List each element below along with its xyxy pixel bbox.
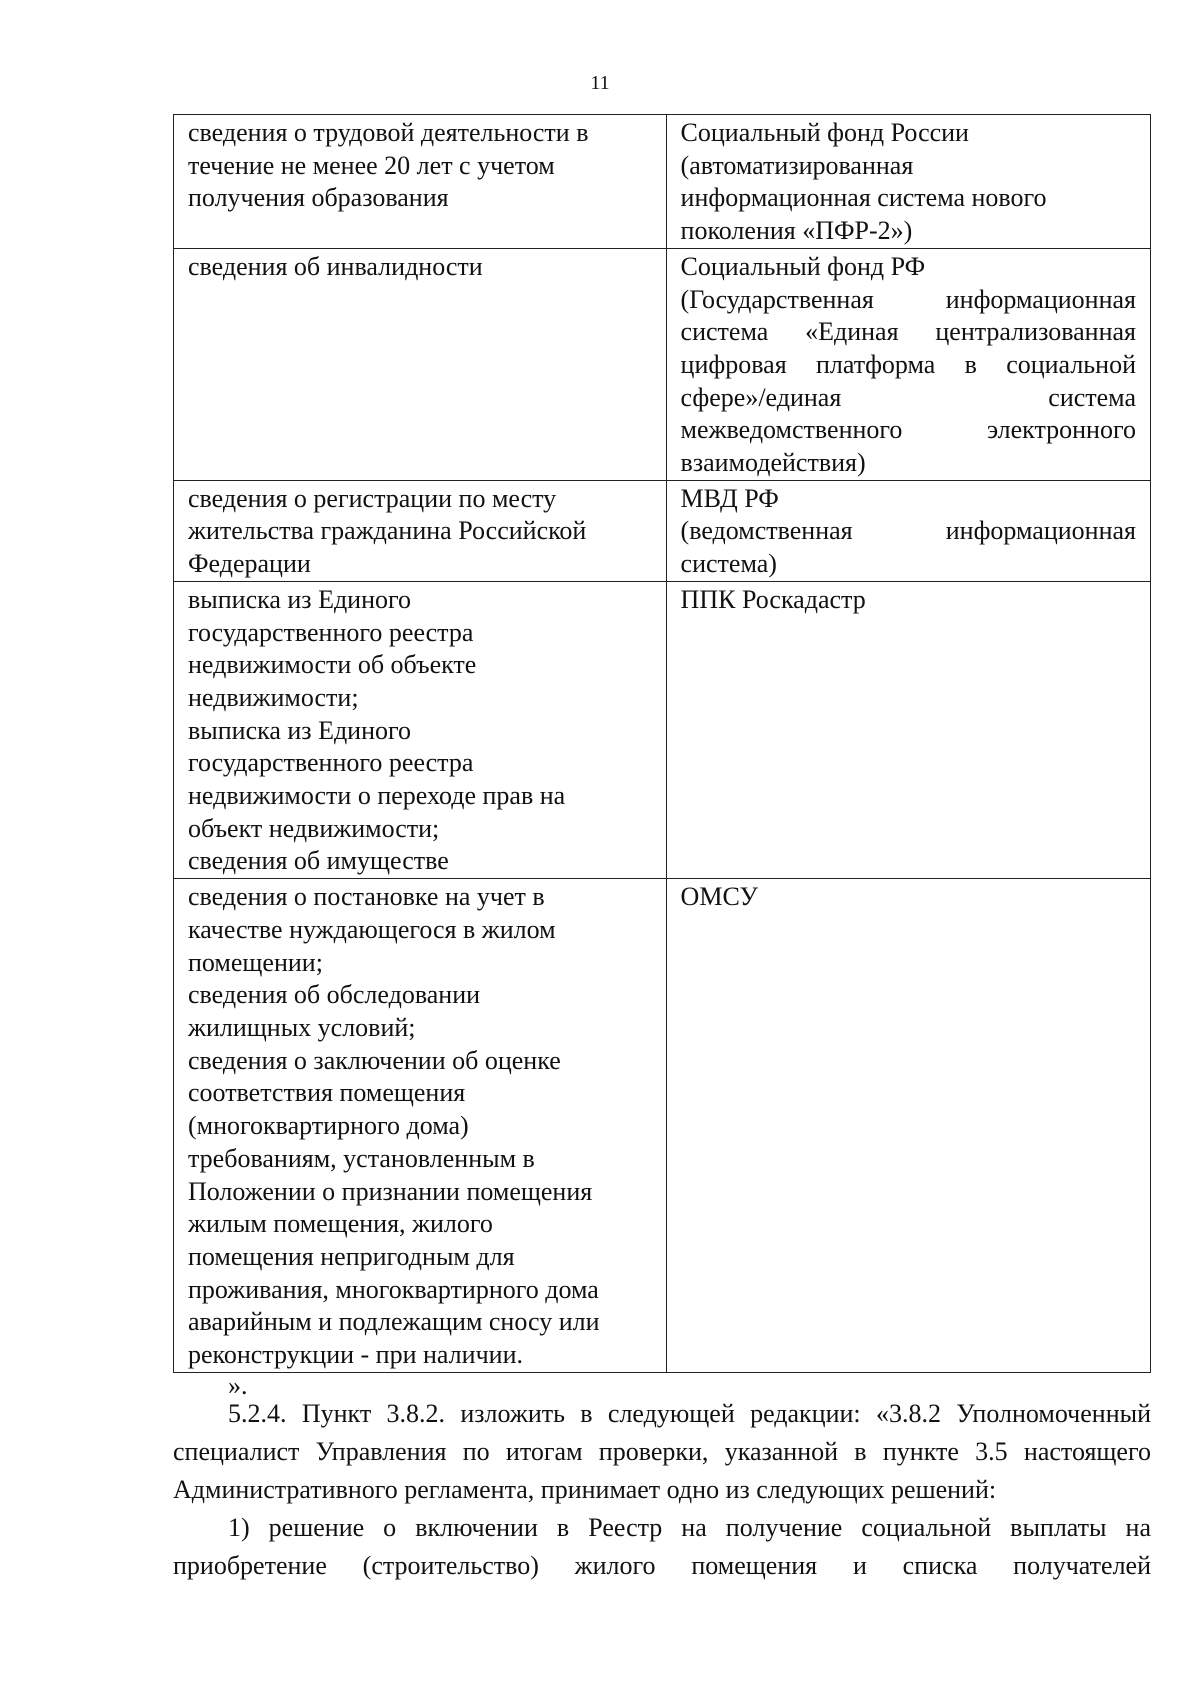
paragraph-line: специалист Управления по итогам проверки, указанной в пункте 3.5 настоящего [173, 1437, 1151, 1466]
table-row [174, 480, 1151, 581]
table-cell-data-type [174, 879, 667, 1373]
table-row [174, 248, 1151, 480]
data-sources-table [173, 114, 1151, 1373]
table-row [174, 115, 1151, 249]
table-cell-source [666, 581, 1150, 878]
cell-line: соответствия помещения [188, 1078, 466, 1108]
cell-line: сведения о заключении об оценке [188, 1045, 561, 1075]
cell-line: взаимодействия) [680, 448, 866, 478]
paragraph-line: 1) решение о включении в Реестр на получение социальной выплаты на [228, 1513, 1151, 1542]
cell-line: сфере»/единая система [680, 382, 1136, 412]
cell-line: сведения об обследовании [188, 980, 481, 1010]
table-cell-source [666, 879, 1150, 1373]
cell-line: помещении; [188, 947, 323, 977]
cell-line: информационная система нового [680, 183, 1047, 213]
cell-line: сведения об инвалидности [188, 251, 483, 281]
cell-line: (многоквартирного дома) [188, 1111, 469, 1141]
cell-line: требованиям, установленным в [188, 1143, 535, 1173]
cell-line: жительства гражданина Российской [188, 516, 587, 546]
cell-line: ППК Роскадастр [680, 584, 866, 614]
cell-line: система) [680, 549, 777, 579]
cell-line: (ведомственная информационная [680, 516, 1136, 546]
cell-line: ОМСУ [680, 882, 758, 912]
cell-line: проживания, многоквартирного дома [188, 1274, 599, 1304]
cell-line: Социальный фонд России [680, 118, 969, 147]
cell-line: сведения о трудовой деятельности в [188, 118, 589, 147]
cell-line: цифровая платформа в социальной [680, 349, 1136, 379]
cell-line: выписка из Единого [188, 584, 412, 614]
table-cell-source [666, 248, 1150, 480]
paragraph-decision-1 [173, 1509, 1151, 1585]
cell-line: государственного реестра [188, 617, 474, 647]
cell-line: аварийным и подлежащим сносу или [188, 1307, 600, 1337]
cell-line: Федерации [188, 549, 311, 579]
paragraph-line: Административного регламента, принимает одно из следующих решений: [173, 1475, 997, 1504]
cell-line: получения образования [188, 183, 449, 213]
cell-line: качестве нуждающегося в жилом [188, 914, 556, 944]
cell-line: сведения о регистрации по месту [188, 483, 557, 513]
cell-line: недвижимости; [188, 682, 359, 712]
cell-line: Социальный фонд РФ [680, 251, 926, 281]
cell-line: жилищных условий; [188, 1012, 416, 1042]
cell-line: недвижимости о переходе прав на [188, 781, 566, 811]
table-cell-data-type [174, 115, 667, 249]
cell-line: государственного реестра [188, 748, 474, 778]
cell-line: течение не менее 20 лет с учетом [188, 150, 555, 180]
cell-line: выписка из Единого [188, 715, 412, 745]
table-row [174, 581, 1151, 878]
cell-line: объект недвижимости; [188, 813, 440, 843]
table-row [174, 879, 1151, 1373]
paragraph-line: 5.2.4. Пункт 3.8.2. изложить в следующей редакции: «3.8.2 Уполномоченный [228, 1399, 1151, 1428]
cell-line: сведения об имуществе [188, 846, 449, 876]
table-cell-data-type [174, 480, 667, 581]
table-cell-source [666, 115, 1150, 249]
paragraph-line: приобретение (строительство) жилого помещения и списка получателей [173, 1551, 1151, 1580]
cell-line: недвижимости об объекте [188, 650, 477, 680]
cell-line: Положении о признании помещения [188, 1176, 593, 1206]
cell-line: МВД РФ [680, 483, 779, 513]
cell-line: реконструкции - при наличии. [188, 1340, 523, 1370]
cell-line: помещения непригодным для [188, 1241, 515, 1271]
table-cell-data-type [174, 248, 667, 480]
cell-line: жилым помещения, жилого [188, 1209, 493, 1239]
cell-line: сведения о постановке на учет в [188, 882, 545, 912]
cell-line: межведомственного электронного [680, 415, 1136, 445]
paragraph-item-5-2-4 [173, 1395, 1151, 1509]
cell-line: (Государственная информационная [680, 284, 1136, 314]
closing-quote: ». [228, 1371, 248, 1400]
table-cell-source [666, 480, 1150, 581]
cell-line: система «Единая централизованная [680, 317, 1136, 347]
cell-line: поколения «ПФР-2») [680, 216, 913, 246]
table-cell-data-type [174, 581, 667, 878]
cell-line: (автоматизированная [680, 150, 914, 180]
page-number: 11 [590, 72, 610, 94]
